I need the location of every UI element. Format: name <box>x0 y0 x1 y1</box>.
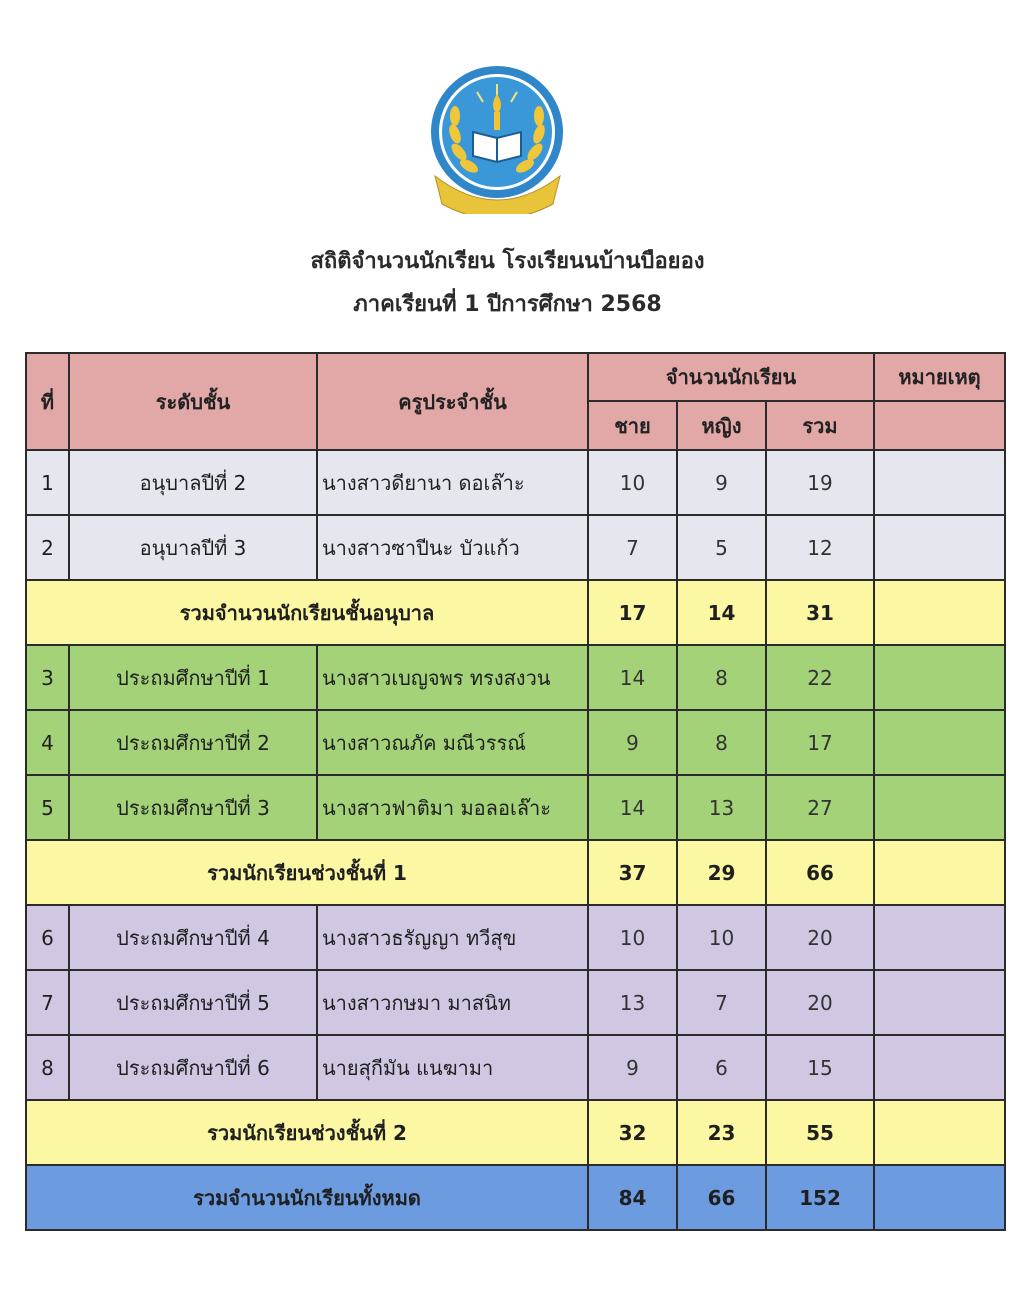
row-male: 14 <box>588 645 677 710</box>
header-level: ระดับชั้น <box>69 353 317 450</box>
table-row <box>26 970 1005 1035</box>
row-total: 22 <box>766 645 874 710</box>
subtotal-total: 66 <box>766 840 874 905</box>
header-remark: หมายเหตุ <box>874 353 1005 401</box>
subtotal-remark <box>874 840 1005 905</box>
row-level: ประถมศึกษาปีที่ 6 <box>69 1035 317 1100</box>
row-remark <box>874 905 1005 970</box>
header-remark-blank <box>874 401 1005 450</box>
header-male: ชาย <box>588 401 677 450</box>
header-total: รวม <box>766 401 874 450</box>
subtotal-row-level2 <box>26 1100 1005 1165</box>
row-female: 9 <box>677 450 766 515</box>
row-level: ประถมศึกษาปีที่ 4 <box>69 905 317 970</box>
row-level: อนุบาลปีที่ 2 <box>69 450 317 515</box>
row-male: 10 <box>588 450 677 515</box>
row-male: 10 <box>588 905 677 970</box>
row-teacher: นางสาวซาปีนะ บัวแก้ว <box>317 515 588 580</box>
subtotal-total: 31 <box>766 580 874 645</box>
row-total: 15 <box>766 1035 874 1100</box>
row-remark <box>874 775 1005 840</box>
row-male: 9 <box>588 1035 677 1100</box>
header-count-group: จำนวนนักเรียน <box>588 353 874 401</box>
grand-total-label: รวมจำนวนนักเรียนทั้งหมด <box>26 1165 588 1230</box>
row-female: 10 <box>677 905 766 970</box>
row-male: 13 <box>588 970 677 1035</box>
subtotal-remark <box>874 1100 1005 1165</box>
row-no: 3 <box>26 645 69 710</box>
grand-total-female: 66 <box>677 1165 766 1230</box>
row-level: ประถมศึกษาปีที่ 2 <box>69 710 317 775</box>
table-row <box>26 905 1005 970</box>
subtotal-remark <box>874 580 1005 645</box>
row-total: 20 <box>766 970 874 1035</box>
row-level: ประถมศึกษาปีที่ 5 <box>69 970 317 1035</box>
row-teacher: นางสาวณภัค มณีวรรณ์ <box>317 710 588 775</box>
header-row <box>26 353 1005 401</box>
row-no: 8 <box>26 1035 69 1100</box>
header-no: ที่ <box>26 353 69 450</box>
table-row <box>26 1035 1005 1100</box>
table-row <box>26 645 1005 710</box>
row-male: 7 <box>588 515 677 580</box>
grand-total-row <box>26 1165 1005 1230</box>
row-total: 19 <box>766 450 874 515</box>
subtotal-label: รวมนักเรียนช่วงชั้นที่ 2 <box>26 1100 588 1165</box>
row-remark <box>874 970 1005 1035</box>
subtotal-label: รวมนักเรียนช่วงชั้นที่ 1 <box>26 840 588 905</box>
row-total: 12 <box>766 515 874 580</box>
subtotal-female: 29 <box>677 840 766 905</box>
row-teacher: นางสาวเบญจพร ทรงสงวน <box>317 645 588 710</box>
table-row <box>26 710 1005 775</box>
row-no: 5 <box>26 775 69 840</box>
row-teacher: นางสาวธรัญญา ทวีสุข <box>317 905 588 970</box>
row-female: 13 <box>677 775 766 840</box>
row-no: 1 <box>26 450 69 515</box>
row-female: 7 <box>677 970 766 1035</box>
grand-total-remark <box>874 1165 1005 1230</box>
subtotal-male: 37 <box>588 840 677 905</box>
table-row <box>26 450 1005 515</box>
row-female: 8 <box>677 645 766 710</box>
header-teacher: ครูประจำชั้น <box>317 353 588 450</box>
row-level: อนุบาลปีที่ 3 <box>69 515 317 580</box>
row-remark <box>874 450 1005 515</box>
subtotal-row-level1 <box>26 840 1005 905</box>
row-male: 9 <box>588 710 677 775</box>
row-total: 27 <box>766 775 874 840</box>
subtotal-female: 14 <box>677 580 766 645</box>
row-teacher: นางสาวฟาติมา มอลอเล๊าะ <box>317 775 588 840</box>
row-level: ประถมศึกษาปีที่ 1 <box>69 645 317 710</box>
grand-total-male: 84 <box>588 1165 677 1230</box>
row-female: 5 <box>677 515 766 580</box>
subtotal-male: 32 <box>588 1100 677 1165</box>
row-no: 6 <box>26 905 69 970</box>
row-total: 17 <box>766 710 874 775</box>
row-teacher: นางสาวดียานา ดอเล๊าะ <box>317 450 588 515</box>
row-level: ประถมศึกษาปีที่ 3 <box>69 775 317 840</box>
row-no: 4 <box>26 710 69 775</box>
table-row <box>26 775 1005 840</box>
subtotal-label: รวมจำนวนนักเรียนชั้นอนุบาล <box>26 580 588 645</box>
page-subtitle: ภาคเรียนที่ 1 ปีการศึกษา 2568 <box>353 292 662 317</box>
school-logo <box>425 64 570 214</box>
row-no: 7 <box>26 970 69 1035</box>
row-remark <box>874 1035 1005 1100</box>
grand-total-total: 152 <box>766 1165 874 1230</box>
row-female: 6 <box>677 1035 766 1100</box>
row-no: 2 <box>26 515 69 580</box>
row-remark <box>874 515 1005 580</box>
subtotal-male: 17 <box>588 580 677 645</box>
row-male: 14 <box>588 775 677 840</box>
table-row <box>26 515 1005 580</box>
row-teacher: นางสาวกษมา มาสนิท <box>317 970 588 1035</box>
subtotal-total: 55 <box>766 1100 874 1165</box>
subtotal-row-kindergarten <box>26 580 1005 645</box>
row-teacher: นายสุกีมัน แนฆามา <box>317 1035 588 1100</box>
student-statistics-table <box>25 352 1006 1231</box>
header-female: หญิง <box>677 401 766 450</box>
school-emblem-icon <box>425 64 570 214</box>
page-title: สถิติจำนวนนักเรียน โรงเรียนนบ้านบือยอง <box>310 249 705 274</box>
row-female: 8 <box>677 710 766 775</box>
row-remark <box>874 710 1005 775</box>
subtotal-female: 23 <box>677 1100 766 1165</box>
row-remark <box>874 645 1005 710</box>
row-total: 20 <box>766 905 874 970</box>
